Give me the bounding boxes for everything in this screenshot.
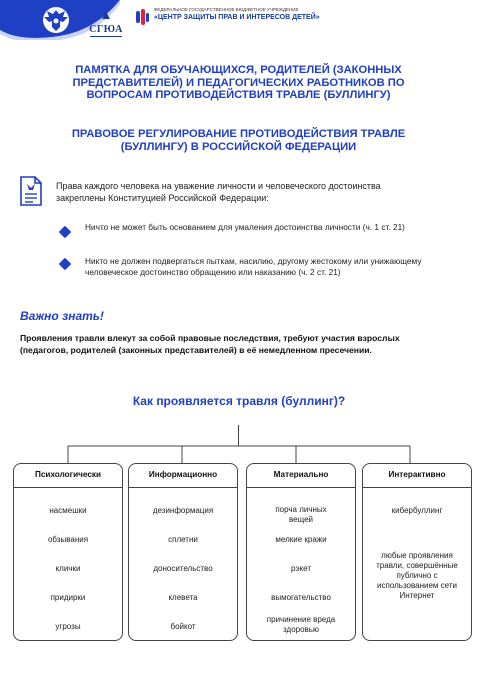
- category-card-psychological: [13, 463, 123, 641]
- category-card-material: [246, 463, 356, 641]
- category-item: сплетни: [168, 535, 198, 544]
- category-item: обзывания: [47, 535, 89, 544]
- sgua-logo-text: СГЮА: [89, 24, 123, 35]
- category-item: бойкот: [170, 622, 196, 631]
- category-card-interactive: [362, 463, 472, 641]
- rights-intro-text: Права каждого человека на уважение личности и человеческого достоинства закреплены Конституцией Российской Федерации:: [56, 181, 381, 203]
- page-title: ПАМЯТКА ДЛЯ ОБУЧАЮЩИХСЯ, РОДИТЕЛЕЙ (ЗАКОННЫХ ПРЕДСТАВИТЕЛЕЙ) И ПЕДАГОГИЧЕСКИХ РАБОТНИКОВ ПО ВОПРОСАМ ПРОТИВОДЕЙСТВИЯ ТРАВЛЕ (БУЛЛИНГУ): [72, 64, 405, 102]
- category-item: доносительство: [153, 564, 213, 573]
- bullet-diamond-icon: [58, 257, 72, 271]
- important-text: Проявления травли влекут за собой правовые последствия, требуют участия взрослых (педагогов, родителей (законных представителей) в её немедленном пресечении.: [20, 333, 400, 355]
- center-logo-subtext: ФЕДЕРАЛЬНОЕ ГОСУДАРСТВЕННОЕ БЮДЖЕТНОЕ УЧРЕЖДЕНИЕ: [154, 7, 299, 12]
- category-item: угрозы: [55, 622, 81, 631]
- category-item: дезинформация: [152, 506, 214, 515]
- category-item: любые проявления травли, совершённые публично с использованием сети Интернет: [376, 551, 458, 600]
- category-item: вымогательство: [271, 593, 331, 602]
- sgua-crest-icon: [88, 11, 124, 19]
- category-item: порча личных вещей: [275, 505, 327, 524]
- sgua-logo: [88, 6, 124, 35]
- category-item: причинение вреда здоровью: [266, 615, 336, 634]
- category-item: клевета: [168, 593, 198, 602]
- eagle-emblem-icon: [38, 4, 74, 36]
- constitution-document-icon: [18, 175, 44, 207]
- category-title: Психологически: [34, 470, 102, 479]
- rights-item-1: Ничто не может быть основанием для умаления достоинства личности (ч. 1 ст. 21): [85, 222, 405, 232]
- center-logo: [134, 7, 334, 29]
- category-item: рэкет: [291, 564, 311, 573]
- category-item: кибербуллинг: [391, 506, 443, 515]
- category-item: придирки: [50, 593, 86, 602]
- category-item: мелкие кражи: [275, 535, 327, 544]
- bullet-diamond-icon: [58, 225, 72, 239]
- category-card-informational: [128, 463, 238, 641]
- category-title: Информационно: [148, 470, 218, 479]
- page-header: [0, 0, 477, 44]
- center-logo-mark-icon: [134, 8, 150, 26]
- important-heading: Важно знать!: [20, 309, 104, 323]
- category-title: Интерактивно: [388, 470, 446, 479]
- category-item: насмешки: [49, 506, 87, 515]
- rights-item-2: Никто не должен подвергаться пыткам, насилию, другому жестокому или унижающему человеческое достоинство обращению или наказанию (ч. 2 ст. 21): [85, 256, 422, 277]
- bullying-forms-heading: Как проявляется травля (буллинг)?: [132, 394, 346, 408]
- page-subtitle: ПРАВОВОЕ РЕГУЛИРОВАНИЕ ПРОТИВОДЕЙСТВИЯ ТРАВЛЕ (БУЛЛИНГУ) В РОССИЙСКОЙ ФЕДЕРАЦИИ: [71, 128, 406, 153]
- category-title: Материально: [273, 470, 329, 479]
- center-logo-name: «ЦЕНТР ЗАЩИТЫ ПРАВ И ИНТЕРЕСОВ ДЕТЕЙ»: [154, 14, 320, 21]
- category-item: клички: [55, 564, 81, 573]
